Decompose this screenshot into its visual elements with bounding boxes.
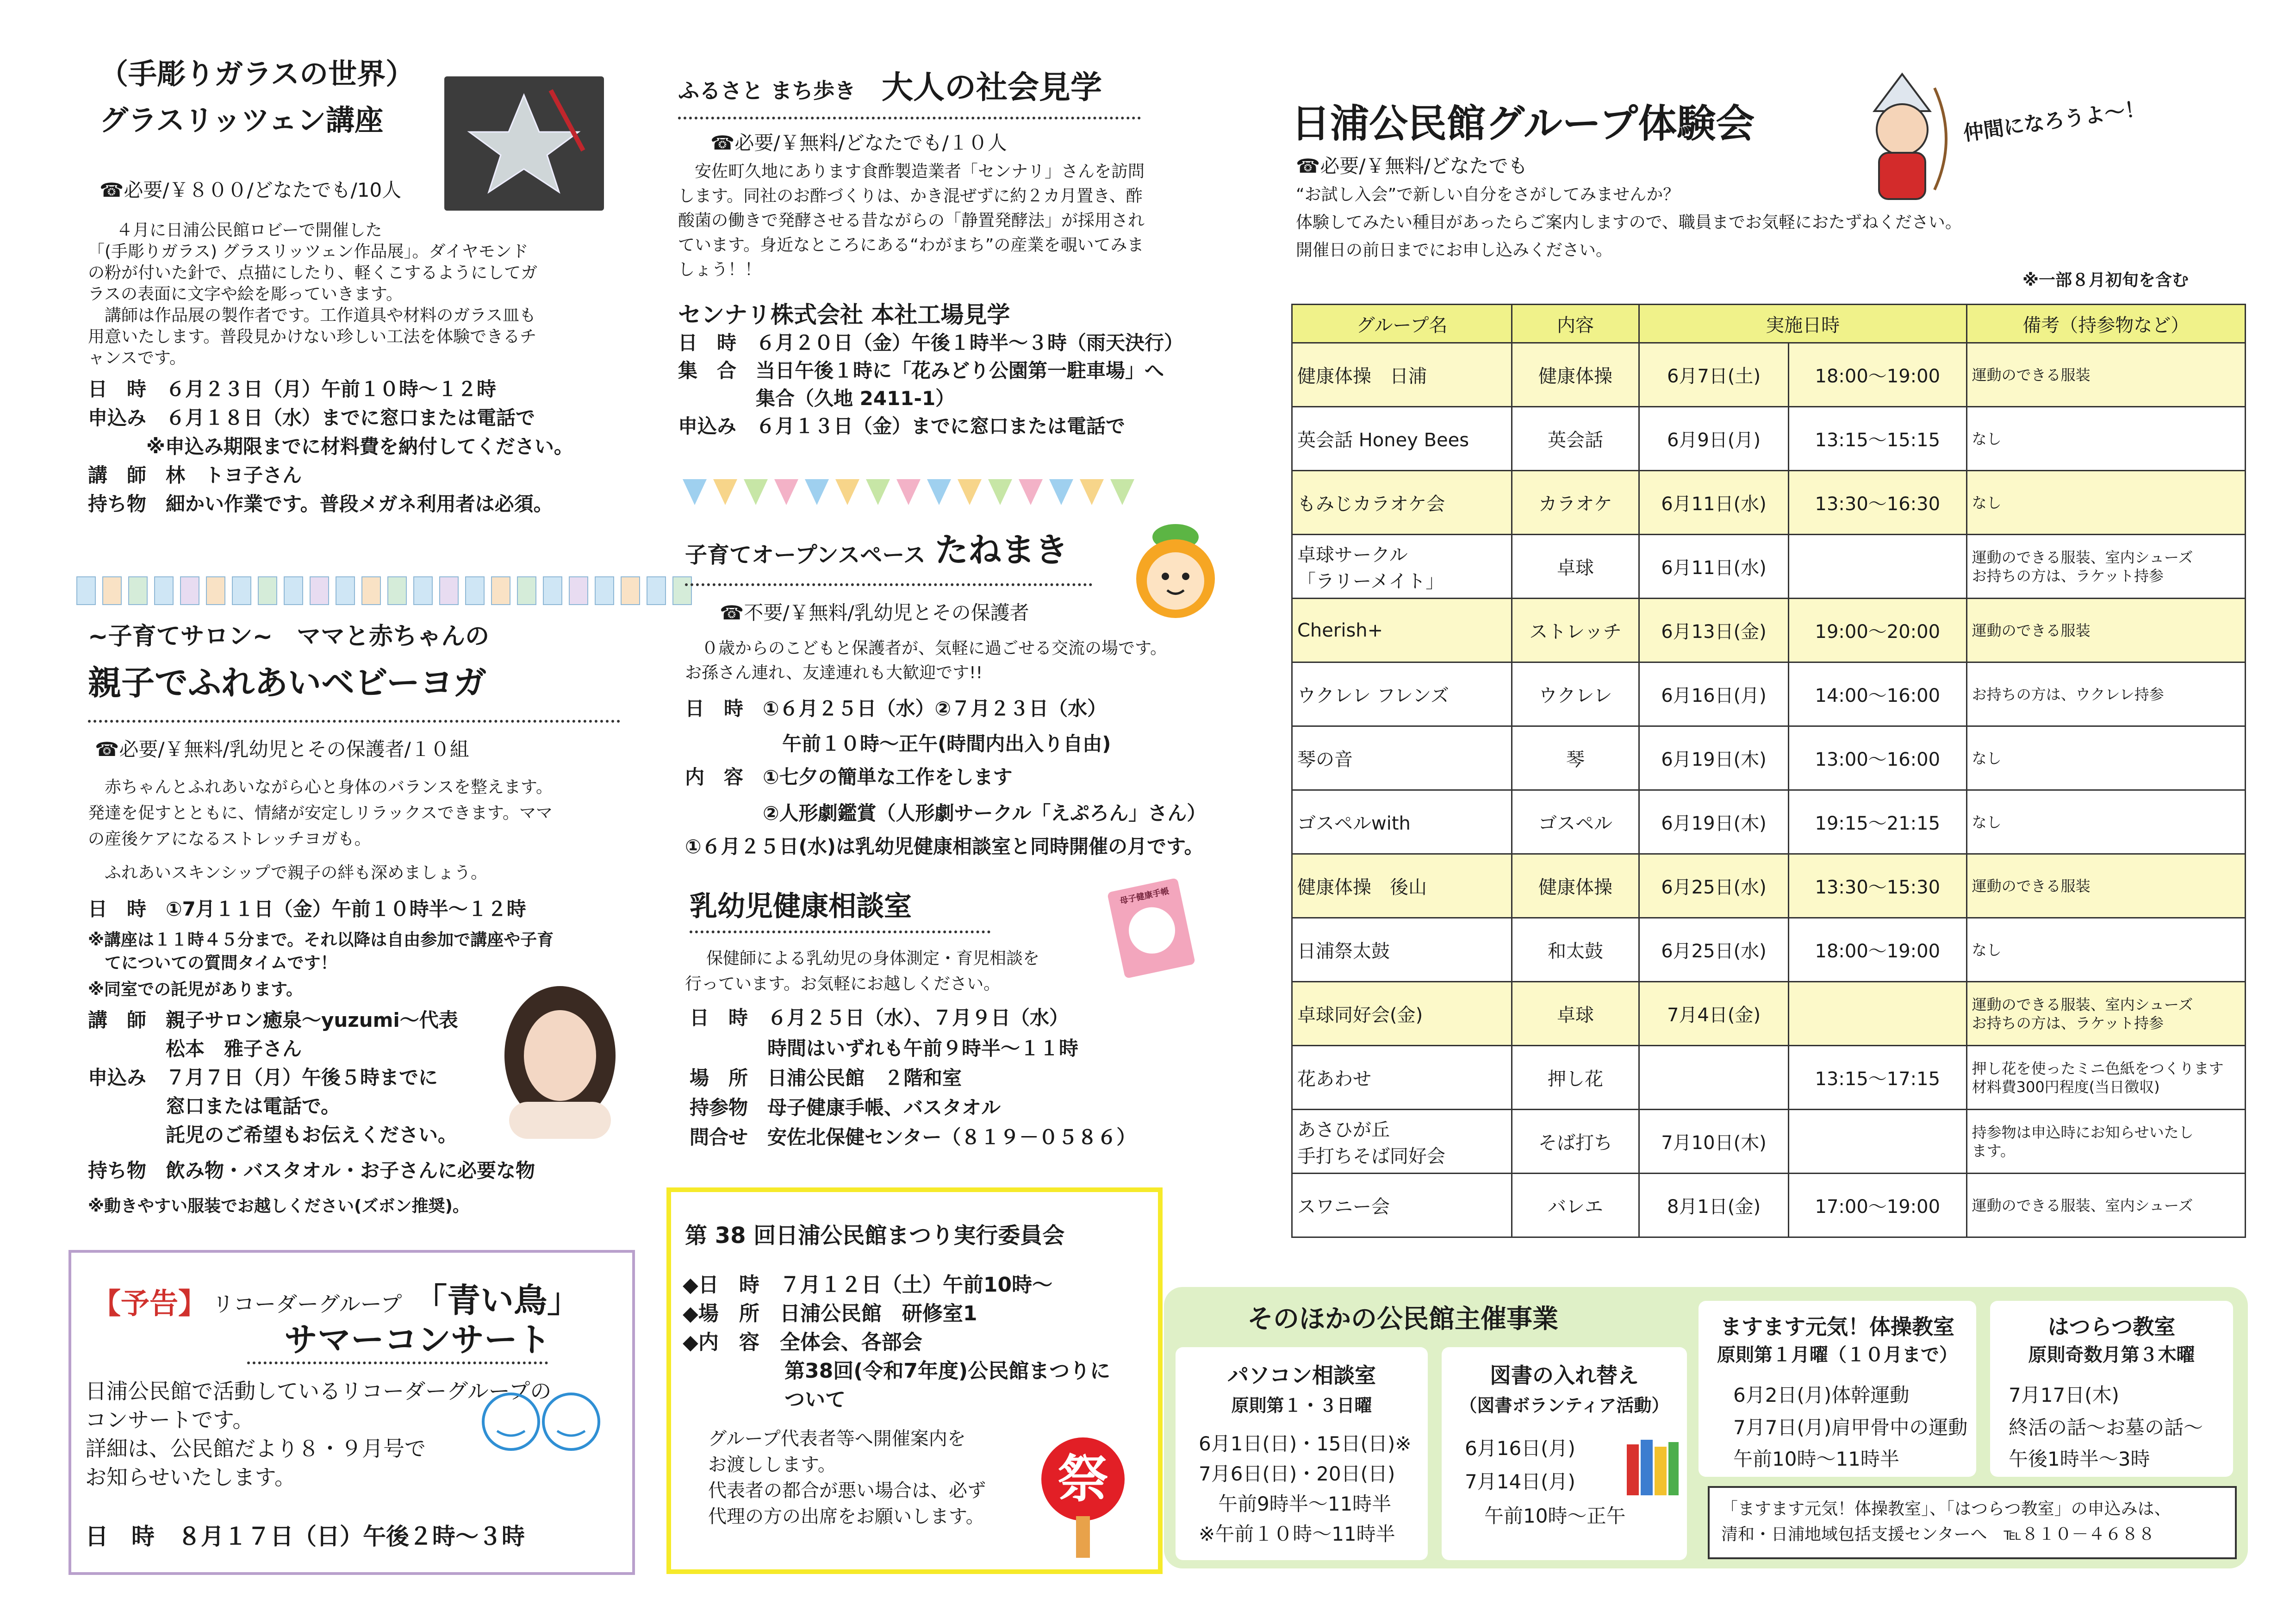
- cell-date: 7月10日(木): [1639, 1110, 1789, 1174]
- col-header: グループ名: [1292, 305, 1512, 343]
- glass-detail: 日 時 ６月２３日（月）午前１０時～１２時: [88, 378, 497, 400]
- cell-group-name: 卓球同好会(金): [1292, 982, 1512, 1046]
- tanemaki-body: お孫さん連れ、友達連れも大歓迎です!!: [685, 663, 983, 682]
- table-row: [1292, 918, 2246, 982]
- glass-body-line: ャンスです。: [88, 349, 187, 368]
- cell-date: 6月25日(水): [1639, 854, 1789, 918]
- books-title: 図書の入れ替え: [1490, 1363, 1639, 1388]
- yoga-body-line: 発達を促すとともに、情緒が安定しリラックスできます。ママ: [88, 804, 553, 823]
- cell-notes: なし: [1966, 726, 2245, 790]
- tour-detail: 申込み ６月１３日（金）までに窓口または電話で: [678, 415, 1126, 437]
- books-card: [1442, 1347, 1687, 1560]
- cell-time: 13:00～16:00: [1789, 726, 1967, 790]
- festival-fan-icon: 祭: [1041, 1437, 1125, 1521]
- cell-content: 英会話: [1512, 407, 1639, 471]
- tanemaki-detail: 日 時 ①６月２５日（水）②７月２３日（水）: [685, 697, 1107, 720]
- yoga-detail: 窓口または電話で。: [88, 1095, 341, 1118]
- glass-detail: ※申込み期限までに材料費を納付してください。: [88, 435, 573, 458]
- yoga-detail: 申込み ７月７日（月）午後５時までに: [88, 1066, 438, 1089]
- mother-child-handbook-icon: [1107, 878, 1195, 979]
- health-detail: 時間はいずれも午前９時半～１１時: [690, 1037, 1079, 1060]
- glass-body-line: ４月に日浦公民館ロビーで開催した: [100, 221, 382, 240]
- glass-dish-image: [444, 76, 604, 211]
- col-header: 備考（持参物など）: [1966, 305, 2245, 343]
- table-row: [1292, 1046, 2246, 1110]
- glass-body-line: 用意いたします。普段見かけない珍しい工法を体験できるチ: [88, 327, 537, 346]
- tour-title: 大人の社会見学: [882, 69, 1102, 106]
- cell-content: そば打ち: [1512, 1110, 1639, 1174]
- cell-group-name: 健康体操 日浦: [1292, 343, 1512, 407]
- cell-notes: 運動のできる服装: [1966, 343, 2245, 407]
- pc-rule: 原則第１・３日曜: [1231, 1395, 1372, 1416]
- concert-box: [68, 1250, 635, 1575]
- cell-time: 14:00～16:00: [1789, 662, 1967, 726]
- cell-content: 健康体操: [1512, 854, 1639, 918]
- festival-body: お渡しします。: [690, 1454, 836, 1475]
- cell-content: 卓球: [1512, 535, 1639, 599]
- yoga-date: 日 時 ①7月１１日（金）午前１０時半～１２時: [88, 898, 526, 920]
- others-box: [1164, 1287, 2248, 1568]
- festival-box: [666, 1187, 1163, 1574]
- tour-body-line: 酸菌の働きで発酵させる昔ながらの「静置発酵法」が採用され: [678, 211, 1145, 230]
- tour-body-line: します。同社のお酢づくりは、かき混ぜずに約２カ月置き、酢: [678, 187, 1143, 206]
- table-row: [1292, 407, 2246, 471]
- concert-body: 詳細は、公民館だより８・９月号で: [85, 1436, 426, 1461]
- singers-icon: [479, 1385, 608, 1470]
- glass-detail: 講 師 林 トヨ子さん: [88, 464, 302, 487]
- tanemaki-detail: 内 容 ①七夕の簡単な工作をします: [685, 766, 1013, 788]
- concert-date: 日 時 ８月１７日（日）午後２時～３時: [85, 1523, 525, 1550]
- others-title: そのほかの公民館主催事業: [1247, 1304, 1558, 1334]
- books-line: 6月16日(月): [1465, 1437, 1575, 1460]
- table-row: [1292, 1110, 2246, 1174]
- cell-date: 6月25日(水): [1639, 918, 1789, 982]
- bunting-decoration: [683, 479, 1134, 505]
- cell-time: 18:00～19:00: [1789, 918, 1967, 982]
- cell-content: 健康体操: [1512, 343, 1639, 407]
- table-body: [1292, 343, 2246, 1237]
- tour-body-line: しょう！！: [678, 260, 762, 279]
- cell-time: 17:00～19:00: [1789, 1174, 1967, 1237]
- cell-content: 琴: [1512, 726, 1639, 790]
- cell-content: 和太鼓: [1512, 918, 1639, 982]
- glass-title: グラスリッツェン講座: [100, 103, 384, 137]
- cell-notes: 持参物は申込時にお知らせいたし ます。: [1966, 1110, 2245, 1174]
- yoga-footnote: ※動きやすい服装でお越しください(ズボン推奨)。: [88, 1197, 469, 1216]
- groups-info: ☎必要/￥無料/どなたでも: [1296, 155, 1528, 177]
- hatsuratsu-title: はつらつ教室: [2047, 1314, 2176, 1339]
- cell-group-name: 琴の音: [1292, 726, 1512, 790]
- table-row: [1292, 535, 2246, 599]
- yoga-body-line: の産後ケアになるストレッチヨガも。: [88, 830, 371, 849]
- cell-group-name: 日浦祭太鼓: [1292, 918, 1512, 982]
- tour-detail: 集 合 当日午後１時に「花みどり公園第一駐車場」へ: [678, 359, 1164, 382]
- contact-line: 「ますます元気！体操教室」、「はつらつ教室」の申込みは、: [1721, 1499, 2171, 1518]
- cell-date: 6月19日(木): [1639, 790, 1789, 854]
- tanemaki-body: ０歳からのこどもと保護者が、気軽に過ごせる交流の場です。: [685, 639, 1167, 658]
- cell-time: 13:30～15:30: [1789, 854, 1967, 918]
- instructor-photo: [491, 986, 629, 1139]
- archer-mascot-icon: [1847, 69, 1958, 210]
- festival-title: 第 38 回日浦公民館まつり実行委員会: [685, 1223, 1065, 1249]
- tanemaki-info: ☎不要/￥無料/乳幼児とその保護者: [720, 601, 1029, 624]
- cell-date: 6月11日(水): [1639, 471, 1789, 535]
- cell-time: 13:30～16:30: [1789, 471, 1967, 535]
- genki-line: 6月2日(月)体幹運動: [1733, 1384, 1910, 1406]
- yoga-detail: 託児のご希望もお伝えください。: [88, 1124, 458, 1146]
- cell-time: 13:15～17:15: [1789, 1046, 1967, 1110]
- pc-line: 午前9時半～11時半: [1199, 1493, 1392, 1515]
- cell-time: 13:15～15:15: [1789, 407, 1967, 471]
- tour-detail: 集合（久地 2411-1）: [678, 387, 955, 410]
- genki-rule: 原則第１月曜（１０月まで）: [1717, 1344, 1958, 1366]
- cell-time: 19:15～21:15: [1789, 790, 1967, 854]
- festival-body: グループ代表者等へ開催案内を: [690, 1428, 966, 1449]
- table-row: [1292, 790, 2246, 854]
- cell-time: 18:00～19:00: [1789, 343, 1967, 407]
- glass-body-line: 「(手彫りガラス) グラスリッツェン作品展」。ダイヤモンド: [88, 242, 529, 261]
- table-row: [1292, 1174, 2246, 1237]
- yoga-subtitle: ~子育てサロン~ ママと赤ちゃんの: [88, 623, 490, 650]
- groups-body: 体験してみたい種目があったらご案内しますので、職員までお気軽におたずねください。: [1296, 213, 1962, 232]
- festival-detail: ◆場 所 日浦公民館 研修室1: [683, 1302, 977, 1325]
- yoga-note: ※講座は１１時４５分まで。それ以降は自由参加で講座や子育: [88, 931, 554, 949]
- genki-line: 午前10時～11時半: [1733, 1448, 1899, 1470]
- title-underline: [685, 583, 1092, 586]
- tanemaki-detail: ①６月２５日(水)は乳幼児健康相談室と同時開催の月です。: [685, 835, 1204, 858]
- pc-line: 7月6日(日)・20日(日): [1199, 1462, 1395, 1485]
- glass-detail: 申込み ６月１８日（水）までに窓口または電話で: [88, 406, 535, 429]
- cell-notes: お持ちの方は、ウクレレ持参: [1966, 662, 2245, 726]
- glass-body-line: ラスの表面に文字や絵を彫っていきます。: [88, 285, 403, 304]
- col-header: 実施日時: [1639, 305, 1967, 343]
- cell-content: ウクレレ: [1512, 662, 1639, 726]
- tanemaki-detail: 午前１０時～正午(時間内出入り自由): [685, 732, 1111, 755]
- glass-series: （手彫りガラスの世界）: [100, 57, 415, 91]
- cell-time: [1789, 982, 1967, 1046]
- festival-detail: 第38回(令和7年度)公民館まつりに: [683, 1359, 1111, 1383]
- tanemaki-title: たねまき: [935, 531, 1069, 569]
- cell-notes: なし: [1966, 790, 2245, 854]
- festival-body: 代表者の都合が悪い場合は、必ず: [690, 1480, 986, 1501]
- cell-notes: 運動のできる服装、室内シューズ お持ちの方は、ラケット持参: [1966, 535, 2245, 599]
- genki-title: ますます元気！体操教室: [1720, 1314, 1954, 1339]
- yoga-info: ☎必要/￥無料/乳幼児とその保護者/１０組: [95, 738, 469, 761]
- cell-date: 6月9日(月): [1639, 407, 1789, 471]
- hatsuratsu-line: 7月17日(木): [2009, 1384, 2119, 1406]
- cell-group-name: スワニー会: [1292, 1174, 1512, 1237]
- cell-content: ゴスペル: [1512, 790, 1639, 854]
- cell-group-name: 花あわせ: [1292, 1046, 1512, 1110]
- cell-group-name: もみじカラオケ会: [1292, 471, 1512, 535]
- cell-date: 6月7日(土): [1639, 343, 1789, 407]
- genki-card: [1699, 1301, 1976, 1477]
- cell-content: バレエ: [1512, 1174, 1639, 1237]
- pc-line: ※午前１０時～11時半: [1199, 1523, 1395, 1545]
- hatsuratsu-line: 午後1時半～3時: [2009, 1448, 2150, 1470]
- pc-title: パソコン相談室: [1227, 1363, 1376, 1388]
- star-dish-icon: [444, 76, 604, 211]
- concert-name: 「青い鳥」: [414, 1281, 581, 1320]
- health-body: 保健師による乳幼児の身体測定・育児相談を: [690, 949, 1040, 968]
- health-body: 行っています。お気軽にお越しください。: [685, 974, 1001, 993]
- festival-detail: ◆内 容 全体会、各部会: [683, 1330, 922, 1354]
- concert-underline: [247, 1362, 548, 1364]
- hatsuratsu-line: 終活の話～お墓の話～: [2009, 1416, 2203, 1439]
- yoga-detail: 持ち物 飲み物・バスタオル・お子さんに必要な物: [88, 1159, 535, 1182]
- cell-group-name: 卓球サークル 「ラリーメイト」: [1292, 535, 1512, 599]
- cell-notes: 運動のできる服装: [1966, 854, 2245, 918]
- cell-date: 6月13日(金): [1639, 599, 1789, 662]
- glass-body-line: の粉が付いた針で、点描にしたり、軽くこするようにしてガ: [88, 263, 538, 282]
- genki-line: 7月7日(月)肩甲骨中の運動: [1733, 1416, 1968, 1439]
- table-row: [1292, 662, 2246, 726]
- glass-info: ☎必要/￥８００/どなたでも/10人: [100, 179, 402, 201]
- concert-title: サマーコンサート: [284, 1320, 551, 1359]
- cell-group-name: 英会話 Honey Bees: [1292, 407, 1512, 471]
- groups-note: ※一部８月初旬を含む: [2022, 271, 2189, 290]
- health-title: 乳幼児健康相談室: [690, 890, 912, 923]
- tour-body-line: ています。身近なところにある“わがまち”の産業を覗いてみま: [678, 236, 1144, 255]
- cell-date: 8月1日(金): [1639, 1174, 1789, 1237]
- health-detail: 場 所 日浦公民館 ２階和室: [690, 1067, 962, 1089]
- yoga-detail: 講 師 親子サロン癒泉～yuzumi～代表: [88, 1009, 458, 1031]
- table-row: [1292, 726, 2246, 790]
- table-header-row: [1292, 305, 2246, 343]
- cell-group-name: ゴスペルwith: [1292, 790, 1512, 854]
- table-row: [1292, 471, 2246, 535]
- table-row: [1292, 854, 2246, 918]
- cell-notes: なし: [1966, 918, 2245, 982]
- cell-notes: なし: [1966, 407, 2245, 471]
- cell-content: ストレッチ: [1512, 599, 1639, 662]
- tour-pre: ふるさと まち歩き: [678, 78, 856, 103]
- groups-table: [1291, 304, 2246, 1238]
- cell-date: 6月19日(木): [1639, 726, 1789, 790]
- groups-body: 開催日の前日までにお申し込みください。: [1296, 241, 1613, 260]
- cell-notes: 運動のできる服装: [1966, 599, 2245, 662]
- tour-body-line: 安佐町久地にあります食酢製造業者「センナリ」さんを訪問: [678, 162, 1145, 181]
- pc-line: 6月1日(日)・15日(日)※: [1199, 1432, 1412, 1455]
- yoga-title: 親子でふれあいベビーヨガ: [88, 663, 487, 702]
- festival-body: 代理の方の出席をお願いします。: [690, 1506, 984, 1527]
- hatsuratsu-rule: 原則奇数月第３木曜: [2028, 1344, 2195, 1366]
- cell-notes: なし: [1966, 471, 2245, 535]
- handbook-label: 母子健康手帳: [1119, 886, 1170, 906]
- hatsuratsu-card: [1990, 1301, 2233, 1477]
- concert-body: コンサートです。: [85, 1407, 254, 1432]
- health-detail: 問合せ 安佐北保健センター（８１９－０５８６）: [690, 1126, 1136, 1149]
- col-header: 内容: [1512, 305, 1639, 343]
- cell-time: [1789, 535, 1967, 599]
- glass-detail: 持ち物 細かい作業です。普段メガネ利用者は必須。: [88, 493, 553, 515]
- cell-group-name: あさひが丘 手打ちそば同好会: [1292, 1110, 1512, 1174]
- tanemaki-pre: 子育てオープンスペース: [685, 542, 926, 568]
- yoga-detail: 松本 雅子さん: [88, 1037, 302, 1060]
- title-underline: [678, 117, 1141, 119]
- cell-notes: 運動のできる服装、室内シューズ: [1966, 1174, 2245, 1237]
- tour-detail: 日 時 ６月２０日（金）午後１時半～３時（雨天決行）: [678, 331, 1184, 354]
- yoga-note: てについての質問タイムです！: [88, 954, 337, 973]
- cell-group-name: Cherish+: [1292, 599, 1512, 662]
- cell-date: 6月16日(月): [1639, 662, 1789, 726]
- glass-body-line: 講師は作品展の製作者です。工作道具や材料のガラス皿も: [88, 306, 536, 325]
- cell-content: 卓球: [1512, 982, 1639, 1046]
- books-rule: （図書ボランティア活動）: [1459, 1395, 1669, 1416]
- groups-bubble: 仲間になろうよ～！: [1962, 96, 2147, 146]
- books-icon: [1622, 1435, 1682, 1502]
- yoga-note: ※同室での託児があります。: [88, 980, 303, 999]
- groups-body: “お試し入会”で新しい自分をさがしてみませんか？: [1296, 185, 1680, 204]
- tour-info: ☎必要/￥無料/どなたでも/１０人: [710, 131, 1007, 154]
- festival-detail: ◆日 時 ７月１２日（土）午前10時～: [683, 1273, 1053, 1297]
- pc-card: [1176, 1347, 1428, 1560]
- table-row: [1292, 343, 2246, 407]
- fan-handle: [1076, 1516, 1090, 1558]
- cell-date: 6月11日(水): [1639, 535, 1789, 599]
- concert-body: 日浦公民館で活動しているリコーダーグループの: [85, 1379, 552, 1404]
- bunting-decoration: [76, 576, 692, 605]
- title-underline: [690, 931, 990, 933]
- festival-detail: ついて: [683, 1388, 846, 1412]
- table-row: [1292, 599, 2246, 662]
- yoga-body-line: ふれあいスキンシップで親子の絆も深めましょう。: [88, 863, 488, 882]
- yoga-body-line: 赤ちゃんとふれあいながら心と身体のバランスを整えます。: [88, 778, 553, 797]
- cell-group-name: ウクレレ フレンズ: [1292, 662, 1512, 726]
- title-underline: [88, 720, 620, 723]
- concert-group: リコーダーグループ: [212, 1292, 402, 1317]
- seed-mascot-icon: [1125, 518, 1226, 622]
- concert-body: お知らせいたします。: [85, 1465, 296, 1490]
- health-detail: 日 時 ６月２５日（水）、７月９日（水）: [690, 1006, 1069, 1029]
- cell-notes: 押し花を使ったミニ色紙をつくります 材料費300円程度(当日徴収): [1966, 1046, 2245, 1110]
- tour-sub: センナリ株式会社 本社工場見学: [678, 301, 1010, 328]
- books-line: 午前10時～正午: [1465, 1505, 1626, 1527]
- cell-notes: 運動のできる服装、室内シューズ お持ちの方は、ラケット持参: [1966, 982, 2245, 1046]
- cell-time: 19:00～20:00: [1789, 599, 1967, 662]
- health-detail: 持参物 母子健康手帳、バスタオル: [690, 1096, 1001, 1119]
- concert-tag: 【予告】: [92, 1287, 207, 1320]
- tanemaki-detail: ②人形劇鑑賞（人形劇サークル「えぷろん」さん）: [685, 802, 1207, 824]
- table-row: [1292, 982, 2246, 1046]
- cell-time: [1789, 1110, 1967, 1174]
- books-line: 7月14日(月): [1465, 1470, 1575, 1493]
- cell-date: 7月4日(金): [1639, 982, 1789, 1046]
- cell-date: [1639, 1046, 1789, 1110]
- cell-content: 押し花: [1512, 1046, 1639, 1110]
- groups-title: 日浦公民館グループ体験会: [1291, 101, 1755, 146]
- cell-group-name: 健康体操 後山: [1292, 854, 1512, 918]
- contact-box: [1708, 1486, 2237, 1559]
- cell-content: カラオケ: [1512, 471, 1639, 535]
- contact-line: 清和・日浦地域包括支援センターへ ℡８１０－４６８８: [1721, 1525, 2155, 1544]
